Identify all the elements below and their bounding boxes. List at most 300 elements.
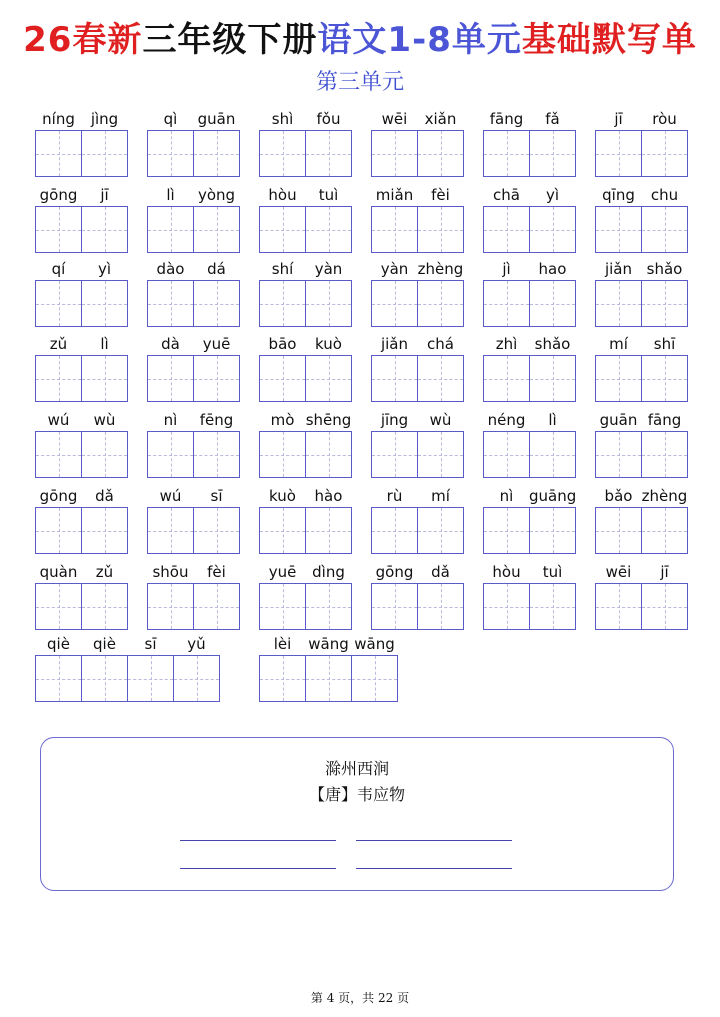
pinyin-syllable: xiǎn (424, 110, 457, 128)
pinyin-syllable: bāo (268, 335, 297, 353)
tianzige-box[interactable] (306, 280, 352, 327)
writing-boxes (483, 280, 576, 327)
pinyin-word (371, 410, 465, 430)
writing-boxes (371, 583, 464, 630)
writing-boxes (35, 655, 220, 702)
tianzige-box[interactable] (483, 130, 530, 177)
tianzige-box[interactable] (371, 130, 418, 177)
writing-boxes (259, 280, 352, 327)
pinyin-syllable: dǎ (95, 487, 114, 505)
pinyin-row (595, 410, 689, 430)
tianzige-box[interactable] (371, 355, 418, 402)
tianzige-box[interactable] (371, 507, 418, 554)
pinyin-row (147, 109, 241, 129)
tianzige-box[interactable] (306, 583, 352, 630)
pinyin-syllable: yàn (380, 260, 409, 278)
writing-boxes (259, 583, 352, 630)
page-footer: 第 4 页，共 22 页 (310, 991, 410, 1005)
tianzige-box[interactable] (483, 206, 530, 253)
writing-boxes (371, 280, 464, 327)
tianzige-box[interactable] (147, 507, 194, 554)
pinyin-syllable: lì (100, 335, 109, 353)
pinyin-word (35, 259, 129, 279)
tianzige-box[interactable] (147, 583, 194, 630)
tianzige-box[interactable] (82, 655, 128, 702)
tianzige-box[interactable] (259, 206, 306, 253)
tianzige-box[interactable] (259, 507, 306, 554)
tianzige-box[interactable] (147, 355, 194, 402)
writing-boxes (595, 130, 688, 177)
pinyin-word (35, 486, 129, 506)
writing-boxes (371, 355, 464, 402)
tianzige-box[interactable] (483, 280, 530, 327)
poem-box (40, 737, 674, 891)
writing-boxes (595, 431, 688, 478)
pinyin-syllable: zhèng (417, 260, 464, 278)
tianzige-box[interactable] (418, 355, 464, 402)
writing-boxes (483, 206, 576, 253)
pinyin-word (595, 185, 689, 205)
pinyin-syllable: jì (502, 260, 511, 278)
pinyin-row (371, 334, 465, 354)
tianzige-box[interactable] (595, 355, 642, 402)
tianzige-box[interactable] (306, 507, 352, 554)
tianzige-box[interactable] (194, 130, 240, 177)
writing-boxes (259, 431, 352, 478)
pinyin-row (259, 185, 353, 205)
tianzige-box[interactable] (82, 355, 128, 402)
pinyin-word (371, 259, 465, 279)
pinyin-syllable: nì (499, 487, 514, 505)
tianzige-box[interactable] (371, 280, 418, 327)
tianzige-box[interactable] (194, 507, 240, 554)
pinyin-syllable: nì (163, 411, 178, 429)
pinyin-word (259, 634, 400, 654)
pinyin-syllable: wù (429, 411, 452, 429)
pinyin-word (35, 410, 129, 430)
tianzige-box[interactable] (530, 583, 576, 630)
pinyin-word (35, 185, 129, 205)
tianzige-box[interactable] (483, 583, 530, 630)
pinyin-syllable: rù (386, 487, 403, 505)
pinyin-syllable: gōng (39, 186, 78, 204)
pinyin-row (147, 562, 241, 582)
pinyin-syllable: qí (51, 260, 66, 278)
writing-boxes (147, 431, 240, 478)
writing-line[interactable] (180, 868, 336, 869)
writing-boxes (371, 507, 464, 554)
pinyin-word (147, 562, 241, 582)
writing-line[interactable] (180, 840, 336, 841)
tianzige-box[interactable] (306, 655, 352, 702)
pinyin-row (595, 109, 689, 129)
writing-boxes (35, 431, 128, 478)
poem-title: 滁州西涧 (324, 759, 389, 778)
writing-boxes (147, 130, 240, 177)
tianzige-box[interactable] (642, 355, 688, 402)
pinyin-row (595, 185, 689, 205)
tianzige-box[interactable] (194, 280, 240, 327)
pinyin-syllable: shǎo (646, 260, 683, 278)
poem-author: 【唐】韦应物 (308, 785, 405, 804)
tianzige-box[interactable] (35, 355, 82, 402)
pinyin-row (35, 486, 129, 506)
pinyin-syllable: kuò (315, 335, 342, 353)
pinyin-row (35, 109, 129, 129)
pinyin-word (371, 562, 465, 582)
pinyin-syllable: quàn (39, 563, 78, 581)
writing-boxes (35, 206, 128, 253)
pinyin-word (483, 185, 577, 205)
writing-boxes (35, 507, 128, 554)
tianzige-box[interactable] (147, 130, 194, 177)
writing-boxes (595, 583, 688, 630)
pinyin-syllable: guāng (529, 487, 577, 505)
tianzige-box[interactable] (82, 431, 128, 478)
pinyin-syllable: yì (97, 260, 112, 278)
pinyin-row (147, 185, 241, 205)
tianzige-box[interactable] (483, 507, 530, 554)
pinyin-syllable: wēi (605, 563, 632, 581)
pinyin-syllable: shōu (152, 563, 189, 581)
writing-boxes (259, 655, 398, 702)
title-part-3: 基础默写单 (521, 20, 697, 60)
pinyin-word (147, 185, 241, 205)
writing-boxes (371, 130, 464, 177)
tianzige-box[interactable] (595, 206, 642, 253)
pinyin-syllable: dà (161, 335, 180, 353)
worksheet-title (0, 18, 720, 62)
tianzige-box[interactable] (530, 206, 576, 253)
tianzige-box[interactable] (82, 130, 128, 177)
pinyin-syllable: fǒu (316, 110, 341, 128)
tianzige-box[interactable] (595, 507, 642, 554)
pinyin-syllable: sī (210, 487, 223, 505)
writing-boxes (595, 280, 688, 327)
pinyin-row (35, 334, 129, 354)
pinyin-syllable: zǔ (95, 563, 114, 581)
pinyin-syllable: yǔ (187, 635, 206, 653)
pinyin-row (483, 259, 577, 279)
tianzige-box[interactable] (35, 655, 82, 702)
tianzige-box[interactable] (306, 206, 352, 253)
tianzige-box[interactable] (35, 583, 82, 630)
pinyin-syllable: lèi (273, 635, 292, 653)
pinyin-word (147, 109, 241, 129)
writing-boxes (35, 583, 128, 630)
pinyin-syllable: dǎ (431, 563, 450, 581)
pinyin-syllable: qīng (602, 186, 635, 204)
pinyin-row (371, 410, 465, 430)
pinyin-row (483, 109, 577, 129)
pinyin-word (483, 109, 577, 129)
pinyin-syllable: qiè (93, 635, 116, 653)
pinyin-word (147, 259, 241, 279)
pinyin-row (483, 562, 577, 582)
pinyin-syllable: mò (270, 411, 295, 429)
pinyin-word (595, 334, 689, 354)
writing-boxes (147, 355, 240, 402)
writing-boxes (483, 583, 576, 630)
pinyin-syllable: fèi (431, 186, 450, 204)
pinyin-row (483, 410, 577, 430)
tianzige-box[interactable] (595, 583, 642, 630)
tianzige-box[interactable] (371, 583, 418, 630)
tianzige-box[interactable] (259, 355, 306, 402)
tianzige-box[interactable] (595, 431, 642, 478)
pinyin-word (595, 109, 689, 129)
tianzige-box[interactable] (642, 280, 688, 327)
pinyin-syllable: gōng (39, 487, 78, 505)
pinyin-word (259, 334, 353, 354)
pinyin-syllable: shí (271, 260, 294, 278)
pinyin-row (483, 486, 577, 506)
pinyin-row (259, 562, 353, 582)
pinyin-row (595, 259, 689, 279)
tianzige-box[interactable] (642, 130, 688, 177)
pinyin-syllable: jī (614, 110, 623, 128)
tianzige-box[interactable] (530, 431, 576, 478)
pinyin-syllable: kuò (269, 487, 296, 505)
tianzige-box[interactable] (82, 206, 128, 253)
pinyin-row (259, 486, 353, 506)
tianzige-box[interactable] (259, 655, 306, 702)
pinyin-row (371, 562, 465, 582)
pinyin-syllable: dìng (312, 563, 345, 581)
pinyin-syllable: shǎo (534, 335, 571, 353)
tianzige-box[interactable] (306, 130, 352, 177)
pinyin-syllable: chu (650, 186, 679, 204)
pinyin-word (595, 410, 689, 430)
pinyin-row (259, 109, 353, 129)
pinyin-syllable: fāng (489, 110, 524, 128)
tianzige-box[interactable] (418, 280, 464, 327)
pinyin-word (35, 109, 129, 129)
pinyin-row (259, 259, 353, 279)
tianzige-box[interactable] (595, 130, 642, 177)
pinyin-row (147, 486, 241, 506)
pinyin-syllable: jī (100, 186, 109, 204)
writing-boxes (35, 280, 128, 327)
pinyin-word (483, 259, 577, 279)
writing-boxes (259, 130, 352, 177)
tianzige-box[interactable] (371, 206, 418, 253)
tianzige-box[interactable] (530, 130, 576, 177)
pinyin-syllable: jīng (380, 411, 409, 429)
pinyin-row (371, 109, 465, 129)
pinyin-syllable: zǔ (49, 335, 68, 353)
writing-boxes (595, 206, 688, 253)
pinyin-syllable: hòu (268, 186, 297, 204)
pinyin-syllable: wēi (381, 110, 408, 128)
tianzige-box[interactable] (642, 507, 688, 554)
pinyin-word (483, 562, 577, 582)
pinyin-syllable: wāng (308, 635, 349, 653)
pinyin-word (371, 334, 465, 354)
pinyin-word (595, 486, 689, 506)
writing-boxes (371, 431, 464, 478)
tianzige-box[interactable] (147, 280, 194, 327)
pinyin-syllable: jī (660, 563, 669, 581)
pinyin-syllable: wú (159, 487, 182, 505)
tianzige-box[interactable] (642, 431, 688, 478)
pinyin-syllable: lì (548, 411, 557, 429)
tianzige-box[interactable] (259, 431, 306, 478)
tianzige-box[interactable] (259, 583, 306, 630)
tianzige-box[interactable] (35, 507, 82, 554)
pinyin-word (147, 410, 241, 430)
tianzige-box[interactable] (530, 355, 576, 402)
pinyin-row (35, 259, 129, 279)
tianzige-box[interactable] (418, 206, 464, 253)
tianzige-box[interactable] (352, 655, 398, 702)
pinyin-word (483, 410, 577, 430)
writing-boxes (259, 507, 352, 554)
tianzige-box[interactable] (418, 507, 464, 554)
pinyin-word (371, 486, 465, 506)
tianzige-box[interactable] (35, 431, 82, 478)
pinyin-word (259, 410, 353, 430)
tianzige-box[interactable] (194, 206, 240, 253)
writing-line[interactable] (356, 840, 512, 841)
pinyin-row (595, 334, 689, 354)
pinyin-syllable: shēng (305, 411, 352, 429)
pinyin-syllable: lì (166, 186, 175, 204)
tianzige-box[interactable] (194, 431, 240, 478)
pinyin-word (35, 634, 223, 654)
tianzige-box[interactable] (82, 583, 128, 630)
writing-boxes (595, 355, 688, 402)
pinyin-row (259, 634, 400, 654)
tianzige-box[interactable] (483, 431, 530, 478)
pinyin-row (371, 185, 465, 205)
pinyin-syllable: hòu (492, 563, 521, 581)
pinyin-syllable: wú (47, 411, 70, 429)
pinyin-word (371, 185, 465, 205)
pinyin-row (35, 410, 129, 430)
pinyin-word (259, 562, 353, 582)
tianzige-box[interactable] (642, 206, 688, 253)
pinyin-syllable: jiǎn (604, 260, 633, 278)
tianzige-box[interactable] (82, 507, 128, 554)
pinyin-row (259, 410, 353, 430)
tianzige-box[interactable] (306, 431, 352, 478)
pinyin-syllable: gōng (375, 563, 414, 581)
tianzige-box[interactable] (306, 355, 352, 402)
pinyin-row (35, 185, 129, 205)
writing-boxes (259, 206, 352, 253)
tianzige-box[interactable] (595, 280, 642, 327)
pinyin-word (483, 334, 577, 354)
pinyin-syllable: wāng (354, 635, 395, 653)
pinyin-syllable: níng (42, 110, 75, 128)
pinyin-word (595, 562, 689, 582)
tianzige-box[interactable] (259, 130, 306, 177)
tianzige-box[interactable] (147, 206, 194, 253)
pinyin-syllable: tuì (542, 563, 563, 581)
pinyin-syllable: wù (93, 411, 116, 429)
pinyin-word (259, 109, 353, 129)
pinyin-word (35, 562, 129, 582)
pinyin-word (35, 334, 129, 354)
pinyin-syllable: yàn (314, 260, 343, 278)
writing-boxes (147, 507, 240, 554)
writing-boxes (35, 355, 128, 402)
pinyin-syllable: chá (427, 335, 454, 353)
pinyin-syllable: zhì (495, 335, 518, 353)
pinyin-syllable: shī (653, 335, 676, 353)
writing-boxes (371, 206, 464, 253)
pinyin-syllable: dá (207, 260, 226, 278)
pinyin-syllable: fēng (199, 411, 234, 429)
tianzige-box[interactable] (35, 280, 82, 327)
writing-boxes (483, 130, 576, 177)
pinyin-syllable: bǎo (604, 487, 633, 505)
tianzige-box[interactable] (371, 431, 418, 478)
pinyin-row (595, 562, 689, 582)
writing-boxes (595, 507, 688, 554)
writing-line[interactable] (356, 868, 512, 869)
writing-boxes (147, 583, 240, 630)
title-part-2: 语文1-8单元 (317, 20, 522, 60)
tianzige-box[interactable] (147, 431, 194, 478)
pinyin-word (259, 486, 353, 506)
pinyin-row (259, 334, 353, 354)
writing-boxes (483, 507, 576, 554)
pinyin-row (483, 185, 577, 205)
tianzige-box[interactable] (530, 280, 576, 327)
tianzige-box[interactable] (418, 583, 464, 630)
writing-boxes (35, 130, 128, 177)
tianzige-box[interactable] (194, 583, 240, 630)
tianzige-box[interactable] (418, 431, 464, 478)
tianzige-box[interactable] (259, 280, 306, 327)
pinyin-syllable: tuì (318, 186, 339, 204)
writing-boxes (259, 355, 352, 402)
pinyin-word (483, 486, 577, 506)
pinyin-syllable: yuē (268, 563, 297, 581)
writing-boxes (483, 431, 576, 478)
tianzige-box[interactable] (418, 130, 464, 177)
pinyin-syllable: guān (197, 110, 236, 128)
tianzige-box[interactable] (483, 355, 530, 402)
unit-subtitle: 第三单元 (315, 70, 404, 95)
pinyin-syllable: chā (493, 186, 520, 204)
pinyin-syllable: miǎn (375, 186, 414, 204)
pinyin-syllable: hào (314, 487, 343, 505)
pinyin-syllable: jìng (90, 110, 119, 128)
tianzige-box[interactable] (82, 280, 128, 327)
pinyin-row (35, 562, 129, 582)
writing-boxes (147, 206, 240, 253)
pinyin-syllable: fèi (207, 563, 226, 581)
tianzige-box[interactable] (174, 655, 220, 702)
pinyin-word (595, 259, 689, 279)
tianzige-box[interactable] (194, 355, 240, 402)
pinyin-row (371, 486, 465, 506)
pinyin-row (595, 486, 689, 506)
tianzige-box[interactable] (35, 130, 82, 177)
pinyin-syllable: mí (609, 335, 628, 353)
pinyin-row (483, 334, 577, 354)
tianzige-box[interactable] (642, 583, 688, 630)
pinyin-syllable: jiǎn (380, 335, 409, 353)
tianzige-box[interactable] (35, 206, 82, 253)
pinyin-syllable: guān (599, 411, 638, 429)
tianzige-box[interactable] (128, 655, 174, 702)
tianzige-box[interactable] (530, 507, 576, 554)
pinyin-word (147, 334, 241, 354)
